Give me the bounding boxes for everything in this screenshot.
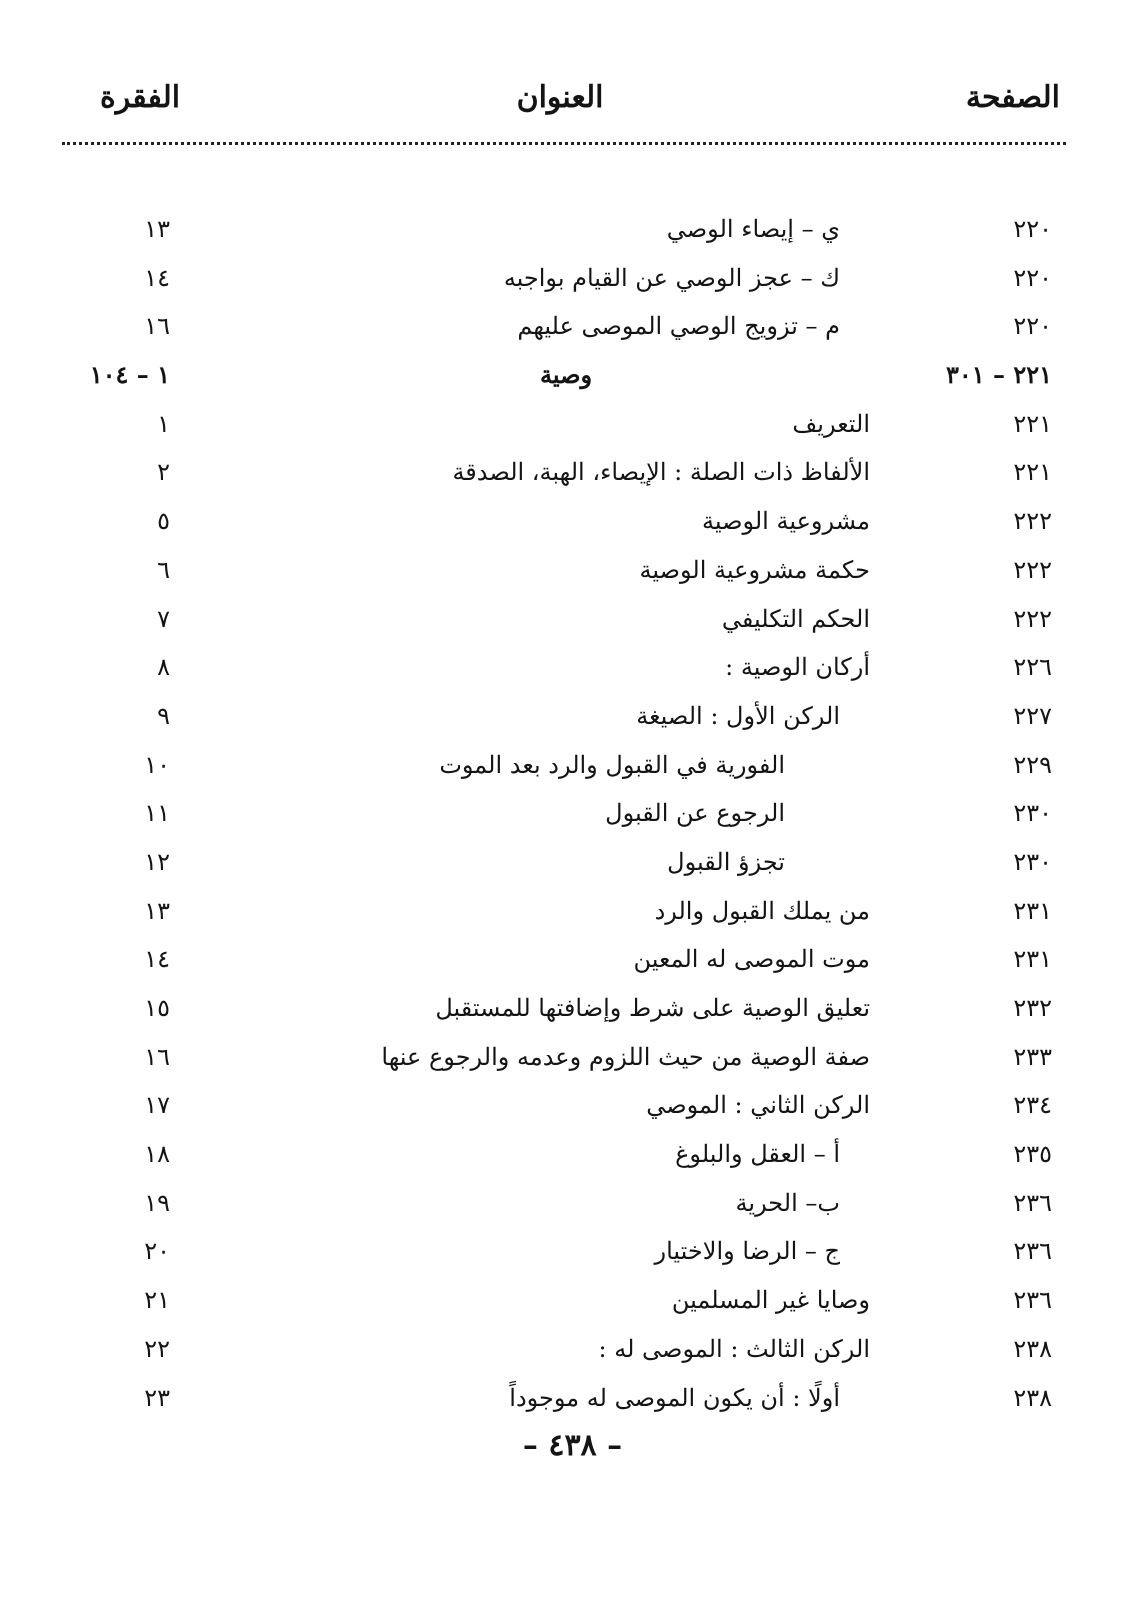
- entry-paragraph-number: ١٩: [144, 1188, 170, 1217]
- entry-title: مشروعية الوصية: [701, 507, 870, 536]
- page-column-heading: الصفحة: [965, 80, 1060, 115]
- entry-page-number: ٢٢٦: [1013, 653, 1052, 682]
- entry-paragraph-number: ٢٣: [144, 1383, 170, 1412]
- toc-entry: [0, 254, 1145, 303]
- entry-paragraph-number: ٢٠: [144, 1237, 170, 1266]
- entry-page-number: ٢٢١ – ٣٠١: [945, 360, 1052, 390]
- entry-paragraph-number: ٢١: [144, 1286, 170, 1315]
- entry-paragraph-number: ١ – ١٠٤: [89, 360, 170, 390]
- paragraph-column-heading: الفقرة: [100, 80, 181, 115]
- entry-title: الركن الأول : الصيغة: [636, 701, 840, 730]
- entry-paragraph-number: ٢: [157, 458, 170, 487]
- toc-section-heading: [0, 351, 1145, 400]
- toc-entry: [0, 935, 1145, 984]
- entry-title: أولًا : أن يكون الموصى له موجوداً: [509, 1383, 840, 1412]
- entry-paragraph-number: ٨: [157, 653, 170, 682]
- toc-entries: [0, 205, 1145, 1422]
- entry-paragraph-number: ١١: [144, 799, 170, 828]
- entry-paragraph-number: ١٦: [144, 1042, 170, 1071]
- entry-paragraph-number: ١٧: [144, 1091, 170, 1120]
- entry-page-number: ٢٢٢: [1013, 604, 1052, 633]
- entry-page-number: ٢٢٢: [1013, 555, 1052, 584]
- toc-entry: [0, 789, 1145, 838]
- toc-entry: [0, 1033, 1145, 1082]
- toc-entry: [0, 887, 1145, 936]
- entry-title: تعليق الوصية على شرط وإضافتها للمستقبل: [435, 994, 870, 1022]
- toc-entry: [0, 205, 1145, 254]
- toc-entry: [0, 546, 1145, 595]
- entry-page-number: ٢٢٧: [1013, 701, 1052, 730]
- entry-title: صفة الوصية من حيث اللزوم وعدمه والرجوع عنها: [381, 1042, 870, 1071]
- dotted-divider: [62, 142, 1066, 145]
- entry-page-number: ٢٣٢: [1013, 994, 1052, 1022]
- entry-page-number: ٢٢٢: [1013, 507, 1052, 536]
- entry-title: الركن الثالث : الموصى له :: [598, 1334, 870, 1363]
- entry-title: الألفاظ ذات الصلة : الإيصاء، الهبة، الصدقة: [452, 458, 870, 487]
- entry-page-number: ٢٣٥: [1013, 1140, 1052, 1169]
- toc-entry: [0, 643, 1145, 692]
- toc-entry: [0, 302, 1145, 351]
- entry-paragraph-number: ٥: [157, 507, 170, 536]
- entry-title: موت الموصى له المعين: [633, 945, 870, 974]
- entry-title: حكمة مشروعية الوصية: [639, 555, 870, 584]
- entry-page-number: ٢٣٦: [1013, 1286, 1052, 1315]
- entry-paragraph-number: ١٠: [144, 750, 170, 779]
- toc-entry: [0, 448, 1145, 497]
- entry-page-number: ٢٣١: [1013, 896, 1052, 925]
- entry-paragraph-number: ٧: [157, 604, 170, 633]
- entry-page-number: ٢٢٩: [1013, 750, 1052, 779]
- entry-title: أ – العقل والبلوغ: [675, 1140, 840, 1169]
- entry-page-number: ٢٢٠: [1013, 263, 1052, 292]
- entry-paragraph-number: ٦: [157, 555, 170, 584]
- entry-title: ك – عجز الوصي عن القيام بواجبه: [503, 263, 840, 292]
- entry-page-number: ٢٢٠: [1013, 215, 1052, 243]
- entry-title: وصية: [540, 360, 593, 390]
- toc-entry: [0, 1227, 1145, 1276]
- entry-title: من يملك القبول والرد: [654, 896, 870, 925]
- entry-paragraph-number: ١٦: [144, 312, 170, 341]
- entry-page-number: ٢٣٤: [1013, 1091, 1052, 1120]
- title-column-heading: العنوان: [516, 80, 604, 115]
- entry-paragraph-number: ١٣: [144, 215, 170, 243]
- toc-entry: [0, 1130, 1145, 1179]
- toc-entry: [0, 838, 1145, 887]
- entry-paragraph-number: ١٨: [144, 1140, 170, 1169]
- toc-entry: [0, 1276, 1145, 1325]
- toc-entry: [0, 1081, 1145, 1130]
- entry-title: تجزؤ القبول: [667, 847, 785, 876]
- entry-paragraph-number: ٩: [157, 701, 170, 730]
- entry-page-number: ٢٣٠: [1013, 799, 1052, 828]
- toc-entry: [0, 400, 1145, 449]
- toc-entry: [0, 984, 1145, 1033]
- entry-paragraph-number: ١٢: [144, 847, 170, 876]
- column-header: [60, 80, 1060, 130]
- entry-page-number: ٢٣٨: [1013, 1334, 1052, 1363]
- toc-entry: [0, 692, 1145, 741]
- entry-page-number: ٢٣٣: [1013, 1042, 1052, 1071]
- entry-title: الفورية في القبول والرد بعد الموت: [439, 750, 785, 779]
- entry-paragraph-number: ١: [157, 409, 170, 438]
- entry-title: التعريف: [792, 409, 870, 438]
- entry-page-number: ٢٣٠: [1013, 847, 1052, 876]
- entry-paragraph-number: ١٤: [144, 945, 170, 974]
- entry-title: ب– الحرية: [735, 1188, 840, 1217]
- entry-page-number: ٢٢١: [1013, 409, 1052, 438]
- entry-page-number: ٢٣٦: [1013, 1188, 1052, 1217]
- entry-title: الركن الثاني : الموصي: [646, 1091, 870, 1120]
- entry-title: وصايا غير المسلمين: [671, 1286, 870, 1315]
- entry-page-number: ٢٣١: [1013, 945, 1052, 974]
- entry-title: أركان الوصية :: [725, 653, 870, 682]
- entry-page-number: ٢٣٨: [1013, 1383, 1052, 1412]
- toc-entry: [0, 741, 1145, 790]
- toc-entry: [0, 1179, 1145, 1228]
- entry-page-number: ٢٢١: [1013, 458, 1052, 487]
- entry-page-number: ٢٣٦: [1013, 1237, 1052, 1266]
- entry-paragraph-number: ١٥: [144, 994, 170, 1022]
- entry-paragraph-number: ١٣: [144, 896, 170, 925]
- entry-title: ي – إيصاء الوصي: [666, 215, 840, 243]
- entry-title: الرجوع عن القبول: [605, 799, 785, 828]
- entry-page-number: ٢٢٠: [1013, 312, 1052, 341]
- entry-title: ج – الرضا والاختيار: [654, 1237, 840, 1266]
- page-number: – ٤٣٨ –: [522, 1428, 623, 1463]
- toc-entry: [0, 595, 1145, 644]
- entry-title: م – تزويج الوصي الموصى عليهم: [517, 312, 840, 341]
- entry-paragraph-number: ٢٢: [144, 1334, 170, 1363]
- toc-entry: [0, 497, 1145, 546]
- toc-entry: [0, 1325, 1145, 1374]
- entry-title: الحكم التكليفي: [721, 604, 870, 633]
- toc-entry: [0, 1374, 1145, 1423]
- entry-paragraph-number: ١٤: [144, 263, 170, 292]
